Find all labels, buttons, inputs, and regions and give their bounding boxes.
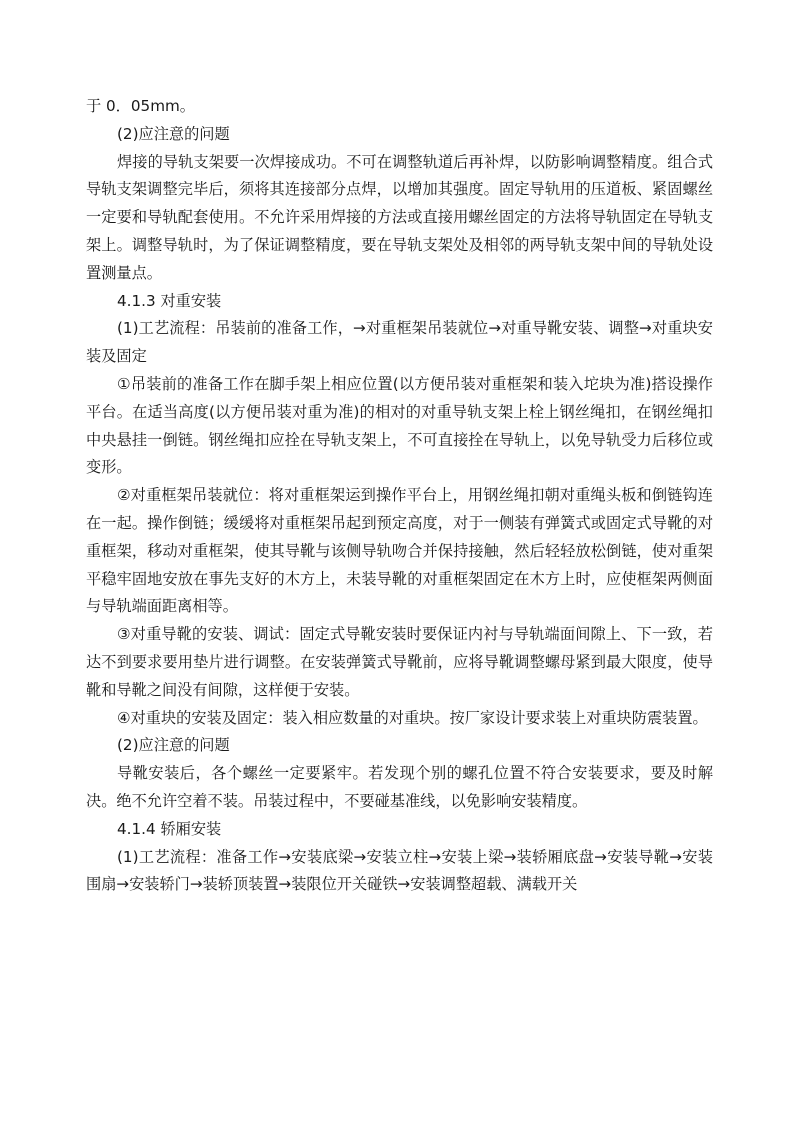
paragraph-process-flow-counterweight: (1)工艺流程：吊装前的准备工作，→对重框架吊装就位→对重导靴安装、调整→对重块安装及固定 [86,319,713,366]
document-body [86,93,713,899]
paragraph-step-4-weight-blocks: ④对重块的安装及固定：装入相应数量的对重块。按厂家设计要求装上对重块防震装置。 [117,708,708,727]
paragraph-step-1-preparation: ①吊装前的准备工作在脚手架上相应位置(以方便吊装对重框架和装入坨块为准)搭设操作平台。在适当高度(以方便吊装对重为准)的相对的对重导轨支架上栓上钢丝绳扣，在钢丝绳扣中央悬挂一倒链。钢丝绳扣应拴在导轨支架上，不可直接拴在导轨上，以免导轨受力后移位或变形。 [86,374,713,477]
paragraph-continuation: 于 0．05mm。 [86,97,195,115]
paragraph-step-3-guide-shoe: ③对重导靴的安装、调试：固定式导靴安装时要保证内衬与导轨端面间隙上、下一致，若达不到要求要用垫片进行调整。在安装弹簧式导靴前，应将导靴调整螺母紧到最大限度，使导靴和导靴之间没有间隙，这样便于安装。 [86,625,713,699]
paragraph-step-2-frame-hoisting: ②对重框架吊装就位：将对重框架运到操作平台上，用钢丝绳扣朝对重绳头板和倒链钩连在一起。操作倒链；缓缓将对重框架吊起到预定高度，对于一侧装有弹簧式或固定式导靴的对重框架，移动对重框架，使其导靴与该侧导轨吻合并保持接触，然后轻轻放松倒链，使对重架平稳牢固地安放在事先支好的木方上，未装导靴的对重框架固定在木方上时，应使框架两侧面与导轨端面距离相等。 [86,486,713,616]
section-heading-4-1-3: 4.1.3 对重安装 [117,291,222,310]
paragraph-guide-shoe-notes: 导靴安装后，各个螺丝一定要紧牢。若发现个别的螺孔位置不符合安装要求，要及时解决。绝不允许空着不装。吊装过程中，不要碰基准线，以免影响安装精度。 [86,764,713,810]
paragraph-rail-bracket-welding: 焊接的导轨支架要一次焊接成功。不可在调整轨道后再补焊，以防影响调整精度。组合式导轨支架调整完毕后，须将其连接部分点焊，以增加其强度。固定导轨用的压道板、紧固螺丝一定要和导轨配套使用。不允许采用焊接的方法或直接用螺丝固定的方法将导轨固定在导轨支架上。调整导轨时，为了保证调整精度，要在导轨支架处及相邻的两导轨支架中间的导轨处设置测量点。 [86,152,713,282]
paragraph-process-flow-car: (1)工艺流程：准备工作→安装底梁→安装立柱→安装上梁→装轿厢底盘→安装导靴→安装围扇→安装轿门→装轿顶装置→装限位开关碰铁→安装调整超载、满载开关 [86,847,713,894]
heading-notes-1: (2)应注意的问题 [117,124,230,143]
section-heading-4-1-4: 4.1.4 轿厢安装 [117,819,222,838]
heading-notes-2: (2)应注意的问题 [117,736,230,755]
